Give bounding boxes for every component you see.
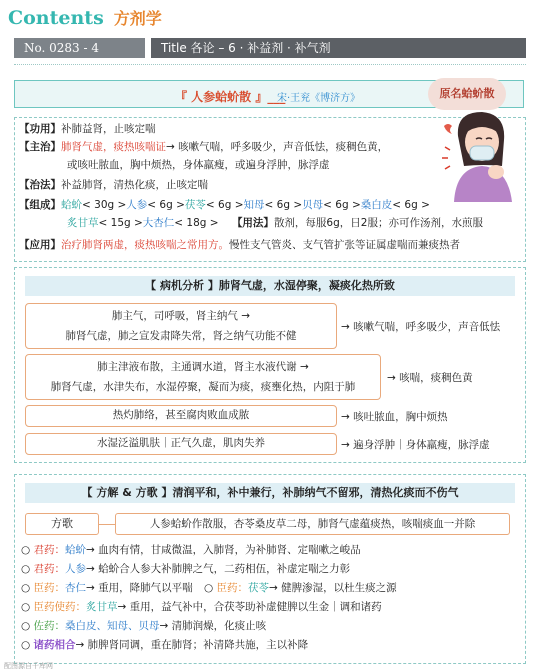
formula-source: 宋·王兖《博济方》 [277, 93, 361, 104]
label: 【用法】 [231, 217, 274, 229]
analysis-title: 【 病机分析 】肺肾气虚，水湿停聚，凝痰化热所致 [25, 276, 515, 296]
zucheng-row [19, 198, 430, 212]
analysis-cause: 水湿泛溢肌肤｜正气久虚，肌肉失养 [25, 433, 337, 455]
dose: < 15g > [98, 217, 143, 229]
role: 君药： [33, 544, 65, 556]
cause-line: 肺肾气虚，水津失布，水湿停聚，凝而为痰，痰壅化热，内阻于肺 [50, 381, 356, 393]
text: → 重用，益气补中，合茯苓助补虚健脾以生金｜调和诸药 [117, 601, 382, 613]
zhuzhi-row-2: 或咳吐脓血，胸中烦热，身体羸瘦，或遍身浮肿，脉浮虚 [67, 159, 330, 171]
herb: 炙甘草 [86, 601, 118, 613]
role: 臣药使药： [33, 601, 86, 613]
herb: 大杏仁 [142, 217, 175, 229]
text: → 血肉有情，甘咸微温，入肺肾，为补肺肾、定喘嗽之峻品 [86, 544, 361, 556]
role: 臣药： [216, 582, 248, 594]
fangjie-line: ○ 佐药：桑白皮、知母、贝母→ 清肺润燥，化痰止咳 [21, 620, 267, 632]
value: 散剂，每服6g，日2服；亦可作汤剂，水煎服 [273, 217, 483, 229]
zhifa-row [19, 178, 208, 192]
role: 君药： [33, 563, 65, 575]
text: → 清肺润燥，化痰止咳 [159, 620, 267, 632]
analysis-cause: 热灼肺络，甚至腐肉败血成脓 [25, 405, 337, 427]
brand-en: Contents [8, 7, 104, 29]
dose: < 6g > [392, 199, 430, 211]
header [8, 6, 162, 29]
label: 【功用】 [19, 123, 61, 135]
herb: 茯苓 [184, 199, 206, 211]
divider [14, 64, 526, 65]
text: → 重用，降肺气以平喘 [86, 582, 193, 594]
number-bar: No. 0283 - 4 [14, 38, 145, 58]
footer-credit: 配图源自千库网 [4, 662, 53, 670]
dose: < 18g > [174, 217, 219, 229]
text: → 蛤蚧合人参大补肺脾之气，二药相伍，补虚定喘之力彰 [86, 563, 351, 575]
analysis-box [14, 267, 526, 463]
label: 【治法】 [19, 179, 61, 191]
value: 慢性支气管炎、支气管扩张等证属虚喘而兼痰热者 [229, 239, 460, 251]
original-name-badge: 原名蛤蚧散 [428, 78, 506, 110]
yingyong-row [19, 238, 460, 252]
gongyong-row [19, 122, 156, 136]
fangjie-line: ○ 君药：人参→ 蛤蚧合人参大补肺脾之气，二药相伍，补虚定喘之力彰 [21, 563, 351, 575]
dose: < 6g > [147, 199, 185, 211]
analysis-result: → 咳喘，痰稠色黄 [387, 372, 473, 384]
value: → 咳嗽气喘，呼多吸少，声音低怯，痰稠色黄， [166, 141, 389, 153]
fangjie-line: ○ 诸药相合→ 肺脾肾同调，重在肺肾；补清降共施，主以补降 [21, 639, 309, 651]
herb: 人参 [65, 563, 86, 575]
label: 【组成】 [19, 199, 61, 211]
cause-line: 肺主气，司呼吸，肾主纳气 → [111, 310, 251, 322]
analysis-cause [25, 303, 337, 349]
label: 【应用】 [19, 239, 61, 251]
label: 【主治】 [19, 141, 61, 153]
role: 佐药： [33, 620, 65, 632]
herb: 蛤蚧 [65, 544, 86, 556]
analysis-result: → 咳吐脓血，胸中烦热 [341, 411, 448, 423]
analysis-result: → 遍身浮肿｜身体羸瘦，脉浮虚 [341, 439, 490, 451]
cause-line: 肺主津液布散，主通调水道，肾主水液代谢 → [97, 361, 309, 373]
herb: 人参 [126, 199, 148, 211]
dose: < 6g > [264, 199, 303, 211]
value: 补益肺肾，清热化痰，止咳定喘 [61, 179, 208, 191]
brand-cn: 方剂学 [113, 9, 162, 28]
herb: 炙甘草 [67, 217, 99, 229]
cause-line: 肺肾气虚，肺之宣发肃降失常，肾之纳气功能不健 [65, 330, 297, 342]
herb: 贝母 [302, 199, 324, 211]
fangjie-box [14, 474, 526, 664]
dose: < 6g > [205, 199, 244, 211]
analysis-result: → 咳嗽气喘，呼多吸少，声音低怯 [341, 321, 501, 333]
herb: 知母 [243, 199, 265, 211]
connector [99, 524, 115, 525]
dose: < 30g > [82, 199, 127, 211]
zucheng-row-2 [67, 216, 483, 230]
value-highlight: 治疗肺肾两虚，痰热咳喘之常用方。 [61, 239, 229, 251]
coughing-person-illustration [436, 106, 530, 202]
herb: 桑白皮、知母、贝母 [65, 620, 160, 632]
value: 补肺益肾，止咳定喘 [61, 123, 156, 135]
herb: 蛤蚧 [61, 199, 82, 211]
dose: < 6g > [323, 199, 361, 211]
fangjie-line: ○ 君药：蛤蚧→ 血肉有情，甘咸微温，入肺肾，为补肺肾、定喘嗽之峻品 [21, 544, 361, 556]
song-text: 人参蛤蚧作散服，杏苓桑皮草二母，肺肾气虚蕴痰热，咳喘痰血一并除 [115, 513, 510, 535]
role: 臣药： [33, 582, 65, 594]
analysis-cause [25, 354, 381, 400]
fangjie-line: ○ 臣药：杏仁→ 重用，降肺气以平喘 ○ 臣药：茯苓→ 健脾渗湿，以杜生痰之源 [21, 582, 397, 594]
herb: 杏仁 [65, 582, 86, 594]
herb: 茯苓 [247, 582, 269, 594]
formula-name: 『 人参蛤蚧散 』___ [175, 90, 286, 104]
zhuzhi-row [19, 140, 388, 154]
song-label: 方歌 [25, 513, 99, 535]
fangjie-title: 【 方解 & 方歌 】清润平和，补中兼行，补肺纳气不留邪，清热化痰而不伤气 [25, 483, 515, 503]
title-bar: Title 各论 – 6 · 补益剂 · 补气剂 [151, 38, 526, 58]
text: → 健脾渗湿，以杜生痰之源 [268, 582, 397, 594]
value-highlight: 肺肾气虚，痰热咳喘证 [61, 141, 166, 153]
fangjie-line: ○ 臣药使药：炙甘草→ 重用，益气补中，合茯苓助补虚健脾以生金｜调和诸药 [21, 601, 382, 613]
text: → 肺脾肾同调，重在肺肾；补清降共施，主以补降 [75, 639, 309, 651]
herb: 桑白皮 [360, 199, 393, 211]
role: 诸药相合 [33, 639, 76, 651]
